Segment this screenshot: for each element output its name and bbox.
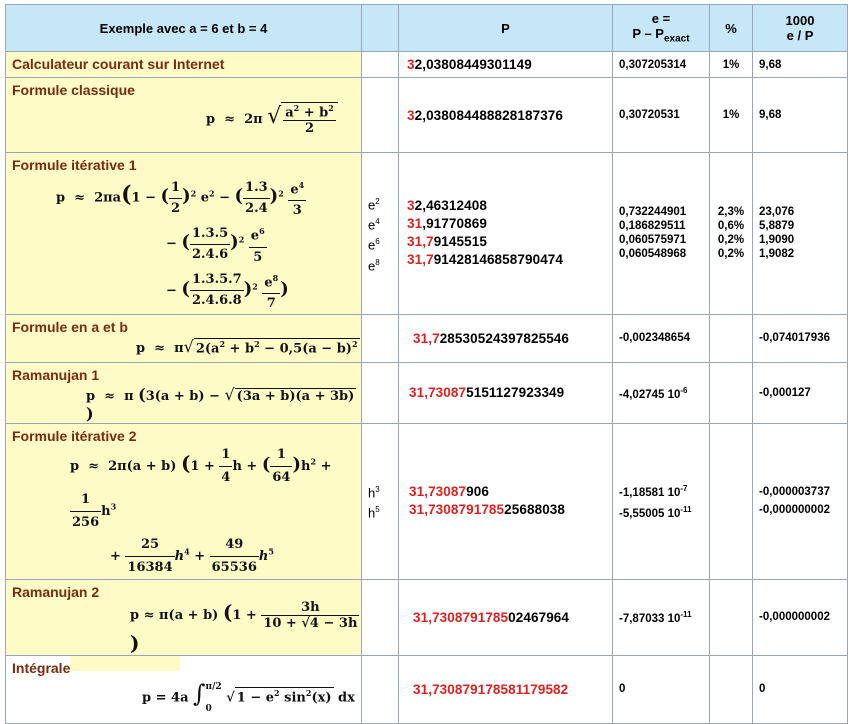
- label-cell: [6, 362, 362, 423]
- k-header-line2: e / P: [786, 28, 814, 43]
- row-label: Formule itérative 1: [12, 157, 137, 173]
- e-cell: 0: [613, 655, 710, 723]
- label-cell: [6, 153, 362, 315]
- p-red: 3: [407, 57, 415, 72]
- exp-cell: [362, 314, 399, 362]
- p-red: 31,730879178581179582: [413, 681, 569, 697]
- row-label: Ramanujan 2: [12, 583, 100, 600]
- exp-e8: $e^8$: [368, 257, 380, 274]
- formula-iterative-1: p ≈ 2πa(1 − ( $\frac{1}{2}$ )$^2$ $e^2$ − ( $\frac{1.3}{2.4}$ )$^2$ $\frac{e^4}{3}$ − ( $\frac{1.3.5}{2.4.6}$ )$^2$ $\frac{e^6}{5}$ − ( $\frac{1.3.5.7}{2.4.6.8}$ )$^2$ $\frac{e^8}{7}$ ): [6, 173, 361, 314]
- exp-cell: [362, 362, 399, 423]
- row-ramanujan-1: [6, 362, 848, 423]
- e-header-sub: exact: [663, 33, 690, 45]
- row-label: Formule classique: [12, 82, 135, 98]
- formula-a-et-b: p ≈ π√ $2(a^2 + b^2 - 0,5(a - b)^2$: [136, 336, 358, 356]
- header-row: [6, 5, 848, 52]
- p-black: 2,03808449301149: [414, 57, 532, 72]
- k-header: [753, 5, 848, 52]
- p-black: ,91770869: [422, 216, 487, 232]
- p-value: [409, 501, 612, 519]
- row-classique: [6, 78, 848, 153]
- exp-h3: $h^3$: [368, 485, 380, 501]
- exp-cell: [362, 153, 399, 315]
- e-value: [619, 501, 709, 523]
- p-red: 3: [407, 198, 415, 214]
- p-black: 5151127923349: [466, 385, 565, 401]
- p-black: 02467964: [508, 609, 570, 625]
- p-cell: [399, 314, 613, 362]
- k-cell: 0: [753, 655, 848, 723]
- e-header-line2: [613, 26, 709, 45]
- p-red: 31,73087: [409, 484, 467, 500]
- row-iterative-1: [6, 153, 848, 315]
- e-cell: [613, 423, 710, 579]
- e-value: 0,060575971: [619, 234, 687, 247]
- k-cell: -0,074017936: [753, 314, 848, 362]
- e-mantissa: -7,87033 10: [619, 612, 681, 625]
- p-cell: [399, 78, 613, 153]
- k-value: -0,000000002: [759, 504, 830, 517]
- exp-e4: $e^4$: [368, 217, 380, 233]
- p-black: 2,46312408: [414, 198, 487, 214]
- p-red: 31: [407, 216, 423, 232]
- k-header-line1: 1000: [785, 13, 815, 28]
- p-red: 31,7: [407, 252, 434, 268]
- formula-classique: p ≈ 2π √ $\frac{a^2 + b^2}{2}$: [6, 98, 361, 136]
- pct-cell: [710, 579, 753, 655]
- row-a-et-b: [6, 314, 848, 362]
- k-value: -0,000003737: [759, 486, 830, 499]
- e-exponent: -11: [680, 610, 692, 620]
- pct-cell: 1%: [710, 52, 753, 78]
- formula-ramanujan-2: p ≈ π(a + b) (1 + $\frac{3h}{10 + √4 - 3h}$ ): [130, 599, 358, 655]
- p-cell: [399, 52, 613, 78]
- row-label: Formule en a et b: [12, 318, 128, 335]
- row-integrale: [6, 655, 848, 723]
- p-red: 3: [407, 107, 415, 123]
- e-value: 0,060548968: [619, 248, 687, 261]
- k-cell: -0,000000002: [753, 579, 848, 655]
- k-value: 1,9090: [759, 234, 795, 247]
- e-header-expr: P – P: [632, 26, 664, 42]
- p-black: 2,038084488828187376: [414, 107, 564, 123]
- label-cell: [6, 579, 362, 655]
- p-cell: [399, 423, 613, 579]
- p-value: [409, 483, 612, 501]
- exp-h5: $h^5$: [368, 505, 380, 521]
- k-value: 23,076: [759, 206, 795, 219]
- p-red: 31,7308791785: [409, 502, 505, 518]
- pct-value: 0,2%: [717, 234, 745, 247]
- e-exponent: -7: [680, 483, 688, 493]
- e-cell: 0,307205314: [613, 52, 710, 78]
- e-mantissa: -5,55005 10: [619, 508, 681, 521]
- formula-integrale: p = 4a ∫ π/2 0 √ $1 - e^2$ $\sin^2(x)$ dx: [142, 679, 355, 714]
- p-value: [407, 233, 612, 251]
- row-iterative-2: [6, 423, 848, 579]
- e-mantissa: -4,02745 10: [619, 388, 681, 401]
- pct-cell: 1%: [710, 78, 753, 153]
- e-value: [619, 480, 709, 502]
- e-cell: -0,002348654: [613, 314, 710, 362]
- k-cell: 9,68: [753, 52, 848, 78]
- e-exponent: -6: [680, 385, 688, 395]
- e-cell: [613, 362, 710, 423]
- exp-header: [362, 5, 399, 52]
- p-black: 25688038: [504, 502, 566, 518]
- row-calculateur: [6, 52, 848, 78]
- k-cell: [753, 153, 848, 315]
- row-label: Intégrale: [12, 659, 71, 676]
- p-cell: [399, 362, 613, 423]
- label-cell: [6, 52, 362, 78]
- row-label: Ramanujan 1: [12, 366, 100, 383]
- k-cell: 9,68: [753, 78, 848, 153]
- formula-ramanujan-1: p ≈ π (3(a + b) − √ (3a + b)(a + 3b) ): [86, 384, 355, 423]
- k-value: 1,9082: [759, 248, 795, 261]
- p-value: [407, 197, 612, 215]
- formula-iterative-2: p ≈ 2π(a + b) (1 + $\frac{1}{4}$ h + ( $\frac{1}{64}$ )$h^2$ + $\frac{1}{256}$ $h^3$ + $\frac{25}{16384}$ $h^4$ + $\frac{49}{65536}$ $h^5$: [6, 444, 361, 579]
- pct-value: 0,2%: [717, 248, 745, 261]
- p-black: 28530524397825546: [439, 330, 570, 346]
- exp-cell: [362, 579, 399, 655]
- pct-value: 0,6%: [717, 220, 745, 233]
- e-value: 0,732244901: [619, 206, 687, 219]
- pct-value: 2,3%: [717, 206, 745, 219]
- e-cell: [613, 153, 710, 315]
- row-label: Formule itérative 2: [12, 427, 137, 444]
- comparison-table: [5, 4, 848, 724]
- label-cell: [6, 655, 362, 723]
- p-cell: [399, 579, 613, 655]
- row-label: Calculateur courant sur Internet: [12, 56, 225, 72]
- pct-cell: [710, 423, 753, 579]
- k-value: 5,8879: [759, 220, 795, 233]
- e-header-line1: e =: [651, 11, 671, 27]
- p-header: P: [399, 5, 613, 52]
- pct-cell: [710, 314, 753, 362]
- p-value: [407, 215, 612, 233]
- p-black: 906: [466, 484, 489, 500]
- e-value: 0,186829511: [619, 220, 686, 233]
- p-cell: [399, 153, 613, 315]
- p-black: 91428146858790474: [433, 252, 564, 268]
- exp-cell: [362, 52, 399, 78]
- row-ramanujan-2: [6, 579, 848, 655]
- label-cell: [6, 314, 362, 362]
- e-cell: [613, 579, 710, 655]
- pct-cell: [710, 153, 753, 315]
- e-cell: 0,30720531: [613, 78, 710, 153]
- p-cell: [399, 655, 613, 723]
- pct-cell: [710, 362, 753, 423]
- p-value: [407, 251, 612, 269]
- exp-cell: [362, 78, 399, 153]
- e-exponent: -11: [680, 505, 692, 515]
- highlight-swatch: [70, 656, 180, 671]
- p-black: 9145515: [433, 234, 487, 250]
- exp-e6: $e^6$: [368, 237, 380, 253]
- exp-e2: $e^2$: [368, 196, 380, 213]
- label-cell: [6, 78, 362, 153]
- label-cell: [6, 423, 362, 579]
- p-red: 31,73087: [409, 385, 467, 401]
- p-red: 31,7: [413, 330, 440, 346]
- k-cell: -0,000127: [753, 362, 848, 423]
- example-header: Exemple avec a = 6 et b = 4: [6, 5, 362, 52]
- e-header: [613, 5, 710, 52]
- pct-header: %: [710, 5, 753, 52]
- e-mantissa: -1,18581 10: [619, 486, 681, 499]
- pct-cell: [710, 655, 753, 723]
- k-cell: [753, 423, 848, 579]
- exp-cell: [362, 655, 399, 723]
- p-red: 31,7: [407, 234, 434, 250]
- p-red: 31,7308791785: [413, 609, 509, 625]
- exp-cell: [362, 423, 399, 579]
